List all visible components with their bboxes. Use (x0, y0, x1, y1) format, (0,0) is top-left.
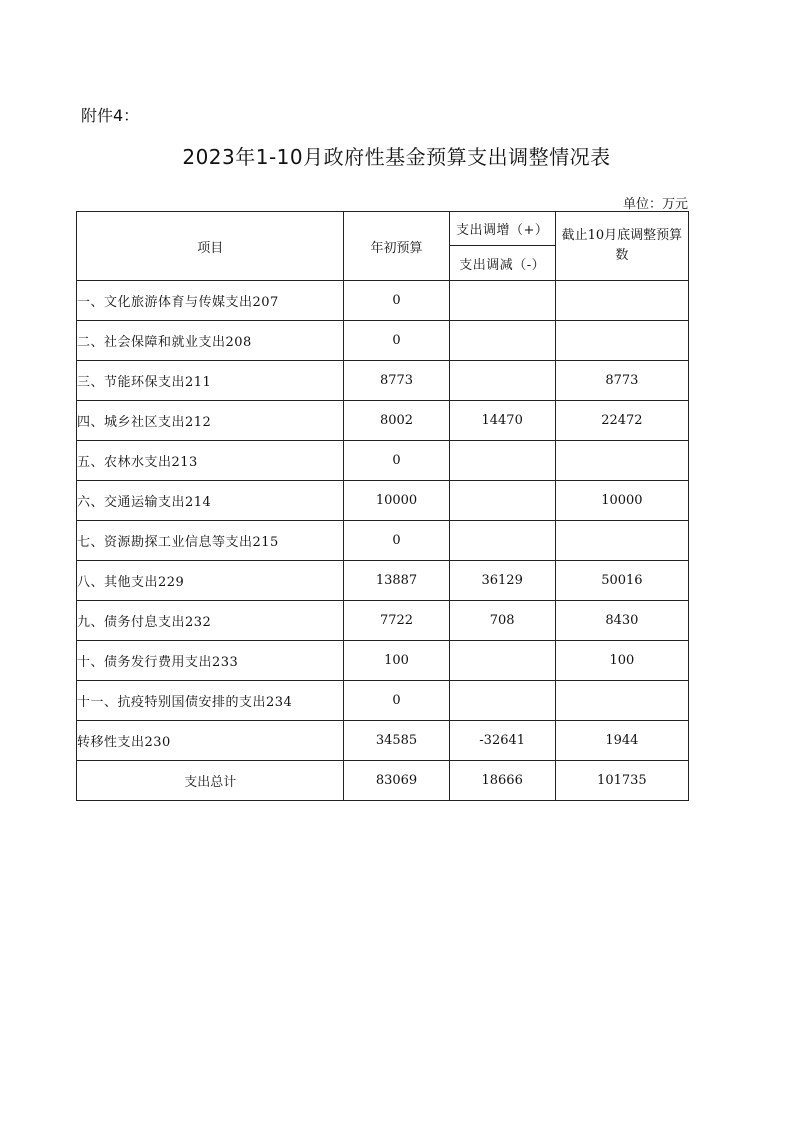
unit-label: 单位：万元 (622, 197, 688, 212)
header-adjust-decrease: 支出调减（-） (449, 246, 555, 281)
table-row (77, 401, 689, 441)
header-item: 项目 (77, 212, 344, 281)
cell-item: 四、城乡社区支出212 (77, 401, 344, 441)
cell-item: 一、文化旅游体育与传媒支出207 (77, 281, 344, 321)
cell-item: 十、债务发行费用支出233 (77, 641, 344, 681)
cell-adjust (449, 521, 555, 561)
cell-final (555, 681, 688, 721)
cell-final: 8430 (555, 601, 688, 641)
cell-final (555, 521, 688, 561)
cell-final: 8773 (555, 361, 688, 401)
table-row (77, 441, 689, 481)
cell-adjust: 14470 (449, 401, 555, 441)
cell-final: 10000 (555, 481, 688, 521)
cell-item: 七、资源勘探工业信息等支出215 (77, 521, 344, 561)
cell-final (555, 441, 688, 481)
table-row (77, 521, 689, 561)
table-row (77, 561, 689, 601)
cell-adjust (449, 681, 555, 721)
cell-adjust (449, 641, 555, 681)
cell-item: 十一、抗疫特别国债安排的支出234 (77, 681, 344, 721)
cell-adjust (449, 481, 555, 521)
cell-initial: 8002 (344, 401, 449, 441)
header-final-budget: 截止10月底调整预算数 (555, 212, 688, 281)
cell-final: 22472 (555, 401, 688, 441)
cell-adjust: 708 (449, 601, 555, 641)
cell-initial: 100 (344, 641, 449, 681)
header-adjust-increase: 支出调增（+） (449, 212, 555, 246)
total-initial: 83069 (344, 761, 449, 801)
cell-item: 三、节能环保支出211 (77, 361, 344, 401)
cell-final: 100 (555, 641, 688, 681)
cell-initial: 0 (344, 441, 449, 481)
attachment-label: 附件4： (81, 106, 140, 125)
cell-initial: 0 (344, 281, 449, 321)
cell-final: 1944 (555, 721, 688, 761)
table-row (77, 601, 689, 641)
total-adjust: 18666 (449, 761, 555, 801)
table-row (77, 481, 689, 521)
cell-adjust: -32641 (449, 721, 555, 761)
header-initial-budget: 年初预算 (344, 212, 449, 281)
table-row (77, 281, 689, 321)
cell-initial: 10000 (344, 481, 449, 521)
table-row (77, 361, 689, 401)
total-row (77, 761, 689, 801)
cell-item: 五、农林水支出213 (77, 441, 344, 481)
cell-item: 转移性支出230 (77, 721, 344, 761)
cell-adjust (449, 441, 555, 481)
cell-item: 二、社会保障和就业支出208 (77, 321, 344, 361)
cell-final (555, 321, 688, 361)
page-title: 2023年1-10月政府性基金预算支出调整情况表 (182, 145, 611, 169)
cell-final: 50016 (555, 561, 688, 601)
table-row (77, 641, 689, 681)
cell-initial: 8773 (344, 361, 449, 401)
cell-item: 六、交通运输支出214 (77, 481, 344, 521)
budget-table (76, 211, 689, 801)
cell-initial: 0 (344, 681, 449, 721)
total-final: 101735 (555, 761, 688, 801)
cell-item: 八、其他支出229 (77, 561, 344, 601)
cell-initial: 7722 (344, 601, 449, 641)
cell-adjust (449, 361, 555, 401)
cell-adjust: 36129 (449, 561, 555, 601)
table-row (77, 721, 689, 761)
cell-initial: 0 (344, 321, 449, 361)
table-header-row (77, 212, 689, 246)
cell-adjust (449, 281, 555, 321)
cell-initial: 13887 (344, 561, 449, 601)
total-label: 支出总计 (77, 761, 344, 801)
cell-initial: 0 (344, 521, 449, 561)
table-row (77, 681, 689, 721)
cell-initial: 34585 (344, 721, 449, 761)
cell-item: 九、债务付息支出232 (77, 601, 344, 641)
cell-final (555, 281, 688, 321)
table-row (77, 321, 689, 361)
cell-adjust (449, 321, 555, 361)
